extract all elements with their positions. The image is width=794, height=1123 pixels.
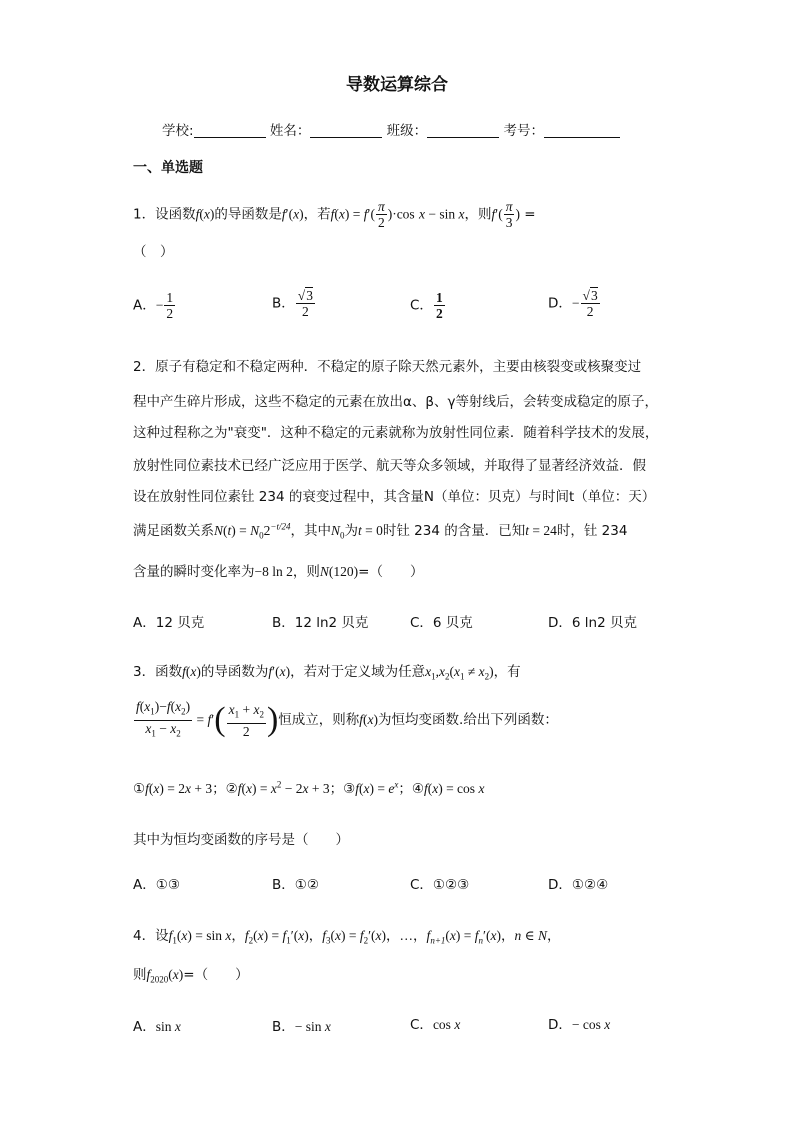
q1-stem: 1．设函数f(x)的导函数是f′(x)，若f(x) = f′( $\frac{\pi}{2}$ )·cos x − sin x，则f′( $\frac{\pi}{3}$ ) = <box>133 199 536 230</box>
q2-line-1: 2．原子有稳定和不稳定两种．不稳定的原子除天然元素外，主要由核裂变或核聚变过 <box>133 359 642 375</box>
exam-no-blank[interactable] <box>544 123 620 138</box>
q3-option-d[interactable]: D．①②④ <box>548 877 609 893</box>
page-title: 导数运算综合 <box>346 75 448 95</box>
section-heading: 一、单选题 <box>133 160 203 176</box>
q2-option-d[interactable]: D．6 ln2 贝克 <box>548 615 637 631</box>
school-blank[interactable] <box>194 123 266 138</box>
q1-option-d[interactable]: D．− $\frac{√3}{2}$ <box>548 288 598 319</box>
name-blank[interactable] <box>310 123 382 138</box>
q1-option-c[interactable]: C． $\frac{1}{2}$ <box>410 290 443 321</box>
name-label: 姓名： <box>269 123 311 139</box>
q2-option-c[interactable]: C．6 贝克 <box>410 615 473 631</box>
q2-line-6: 满足函数关系$N(t) = N_02^{-t/24}$，其中$N_0$为t = 0时钍 234 的含量．已知t = 24时，钍 234 <box>133 521 628 541</box>
q4-option-a[interactable]: A．sin x <box>133 1019 181 1035</box>
q3-line-2: $\frac{f(x_1)-f(x_2)}{x_1 - x_2}$ = f′( $\frac{x_1 + x_2}{2}$ )恒成立，则称f(x)为恒均变函数.给出下列函数： <box>136 699 558 739</box>
q2-line-4: 放射性同位素技术已经广泛应用于医学、航天等众多领域，并取得了显著经济效益．假 <box>133 458 646 474</box>
class-label: 班级： <box>386 123 428 139</box>
q2-line-7: 含量的瞬时变化率为−8 ln 2，则N(120)=（ ） <box>133 564 424 580</box>
q2-line-2: 程中产生碎片形成，这些不稳定的元素在放出α、β、γ等射线后，会转变成稳定的原子， <box>133 394 659 410</box>
q4-line-1: 4．设$f_1(x) = \sin x$，$f_2(x) = f_1'(x)$，$f_3(x) = f_2'(x)$，…，$f_{n+1}(x) = f_n'(x)$，n ∈ N， <box>133 928 561 946</box>
q1-option-a[interactable]: A．− $\frac{1}{2}$ <box>133 290 174 321</box>
q1-option-b[interactable]: B． $\frac{√3}{2}$ <box>272 288 313 319</box>
q2-line-5: 设在放射性同位素钍 234 的衰变过程中，其含量N（单位：贝克）与时间t（单位：天） <box>133 489 656 505</box>
q4-option-c[interactable]: C．cos x <box>410 1017 461 1033</box>
q2-option-b[interactable]: B．12 ln2 贝克 <box>272 615 369 631</box>
q3-option-c[interactable]: C．①②③ <box>410 877 470 893</box>
q1-blank: （ ） <box>133 244 174 260</box>
q4-line-2: 则$f_{2020}(x)=$（ ） <box>133 967 249 985</box>
q4-option-d[interactable]: D．− cos x <box>548 1017 611 1033</box>
q2-option-a[interactable]: A．12 贝克 <box>133 615 205 631</box>
exam-no-label: 考号： <box>503 123 544 139</box>
q3-line-1: 3．函数f(x)的导函数为f′(x)，若对于定义域为任意$x_1,x_2(x_1 \ne x_2)$，有 <box>133 664 521 682</box>
q3-function-list: ①f(x) = 2x + 3；②f(x) = $x^2 - 2x + 3$；③f(x) = $e^x$；④f(x) = cos x <box>133 779 485 797</box>
q3-option-a[interactable]: A．①③ <box>133 877 180 893</box>
q3-option-b[interactable]: B．①② <box>272 877 319 893</box>
class-blank[interactable] <box>427 123 499 138</box>
q2-line-3: 这种过程称之为"衰变"．这种不稳定的元素就称为放射性同位素．随着科学技术的发展， <box>133 425 659 441</box>
q3-line-4: 其中为恒均变函数的序号是（ ） <box>133 832 349 848</box>
student-info-row <box>162 119 620 139</box>
school-label: 学校: <box>162 123 194 139</box>
q4-option-b[interactable]: B．− sin x <box>272 1019 331 1035</box>
